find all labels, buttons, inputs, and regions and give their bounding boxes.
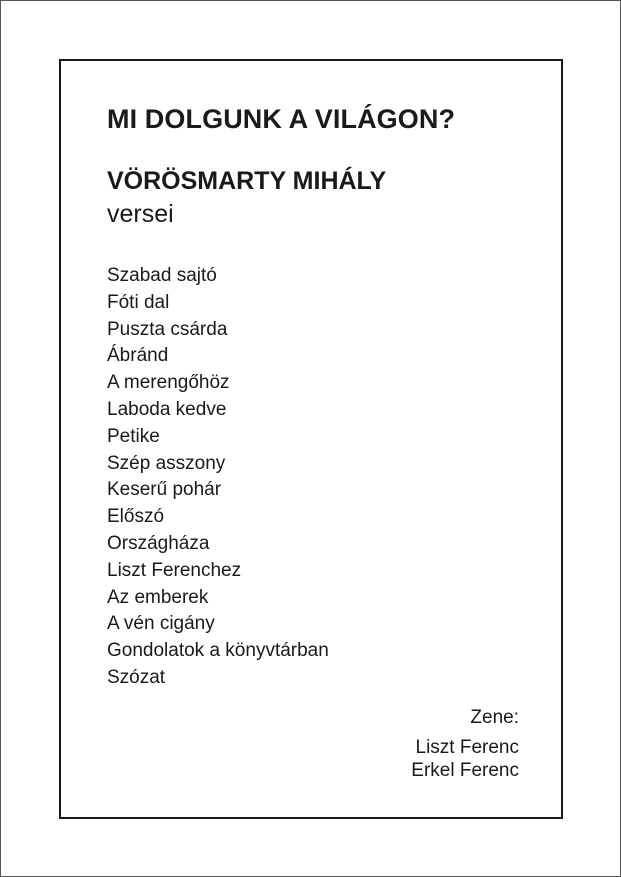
music-credits — [411, 706, 519, 782]
page-title: MI DOLGUNK A VILÁGON? — [107, 104, 456, 134]
composer-name: Erkel Ferenc — [411, 760, 519, 781]
poem-item: Szabad sajtó — [107, 265, 217, 286]
subtitle: versei — [107, 200, 174, 228]
poem-item: Az emberek — [107, 586, 209, 608]
poem-item: Ábránd — [107, 345, 169, 367]
poem-item: Előszó — [107, 506, 165, 528]
poem-item: A merengőhöz — [107, 372, 230, 394]
poem-item: Petike — [107, 425, 160, 447]
author-name: VÖRÖSMARTY MIHÁLY — [107, 167, 387, 195]
poem-list — [107, 263, 329, 692]
poem-item: Fóti dal — [107, 291, 170, 313]
poem-item: A vén cigány — [107, 613, 215, 635]
poem-item: Szózat — [107, 666, 166, 688]
poem-item: Gondolatok a könyvtárban — [107, 640, 329, 662]
poem-item: Puszta csárda — [107, 318, 228, 340]
poem-item: Országháza — [107, 532, 210, 554]
composer-name: Liszt Ferenc — [415, 737, 519, 758]
poem-item: Liszt Ferenchez — [107, 559, 242, 581]
credits-label: Zene: — [470, 707, 519, 728]
poem-item: Laboda kedve — [107, 398, 227, 420]
poem-item: Keserű pohár — [107, 479, 222, 501]
poem-item: Szép asszony — [107, 452, 226, 474]
